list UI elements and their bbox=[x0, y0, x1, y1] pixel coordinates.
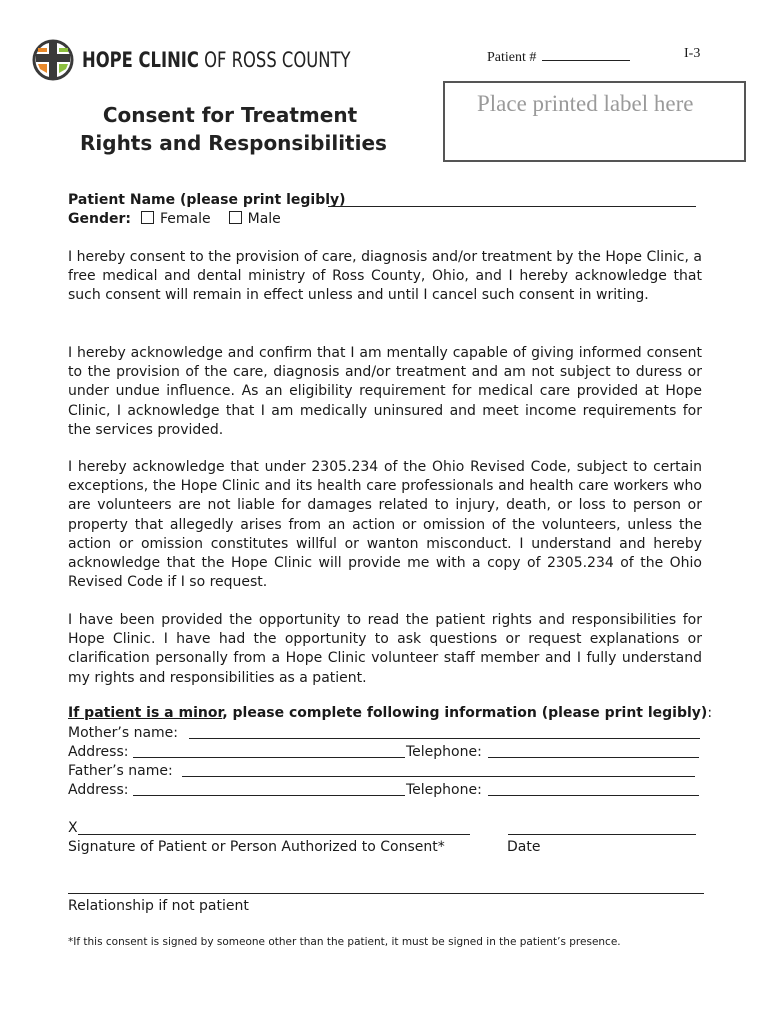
mother-telephone-label: Telephone: bbox=[406, 744, 482, 760]
mother-name-field[interactable] bbox=[189, 738, 700, 739]
signature-x-mark: X bbox=[68, 820, 78, 836]
gender-label: Gender: bbox=[68, 211, 131, 227]
patient-name-label: Patient Name (please print legibly) bbox=[68, 192, 346, 208]
date-field[interactable] bbox=[508, 834, 696, 835]
minor-section-heading: If patient is a minor, please complete following information (please print legibly): bbox=[68, 705, 713, 721]
father-telephone-label: Telephone: bbox=[406, 782, 482, 798]
female-checkbox[interactable] bbox=[141, 211, 154, 224]
mother-name-label: Mother’s name: bbox=[68, 725, 178, 741]
father-address-field[interactable] bbox=[133, 795, 405, 796]
clinic-brand-name: HOPE CLINIC OF ROSS COUNTY bbox=[82, 48, 351, 72]
female-label: Female bbox=[159, 211, 211, 227]
father-name-field[interactable] bbox=[182, 776, 695, 777]
relationship-field[interactable] bbox=[68, 893, 704, 894]
page-title: Consent for Treatment bbox=[102, 103, 358, 127]
signature-field[interactable] bbox=[78, 834, 470, 835]
rights-paragraph: I have been provided the opportunity to read the patient rights and responsibilities for Hope Clinic. I have had the opportunity to ask questions or request explanations or clarification personally from a Hope Clinic volunteer staff member and I fully understand my rights and responsibilities as a patient. bbox=[68, 612, 702, 686]
form-id: I-3 bbox=[684, 46, 701, 61]
mother-address-label: Address: bbox=[68, 744, 129, 760]
page-subtitle: Rights and Responsibilities bbox=[80, 131, 387, 155]
patient-number-field[interactable]: Patient # bbox=[487, 46, 630, 66]
patient-name-field[interactable] bbox=[328, 206, 696, 207]
mother-telephone-field[interactable] bbox=[488, 757, 699, 758]
father-name-label: Father’s name: bbox=[68, 763, 173, 779]
label-placeholder: Place printed label here bbox=[477, 91, 694, 116]
printed-label-box bbox=[443, 81, 746, 162]
father-telephone-field[interactable] bbox=[488, 795, 699, 796]
capacity-paragraph: I hereby acknowledge and confirm that I am mentally capable of giving informed consent to the provision of the care, diagnosis and/or treatment and am not subject to duress or under undue influence. As an eligibility requirement for medical care provided at Hope Clinic, I acknowledge that I am medically uninsured and meet income requirements for the services provided. bbox=[68, 345, 702, 438]
signature-label: Signature of Patient or Person Authorized to Consent* bbox=[68, 839, 445, 855]
liability-paragraph: I hereby acknowledge that under 2305.234 of the Ohio Revised Code, subject to certain exceptions, the Hope Clinic and its health care professionals and health care workers who are volunteers are not liable for damages related to injury, death, or loss to person or property that allegedly arises from an action or omission of the volunteers, unless the action or omission constitutes willful or wanton misconduct. I understand and hereby acknowledge that the Hope Clinic will provide me with a copy of 2305.234 of the Ohio Revised Code if I so request. bbox=[68, 459, 702, 591]
footnote: *If this consent is signed by someone other than the patient, it must be signed in the patient’s presence. bbox=[68, 936, 621, 948]
hope-clinic-logo-icon bbox=[32, 38, 74, 82]
male-label: Male bbox=[247, 211, 281, 227]
father-address-label: Address: bbox=[68, 782, 129, 798]
mother-address-field[interactable] bbox=[133, 757, 405, 758]
date-label: Date bbox=[507, 839, 541, 855]
consent-paragraph: I hereby consent to the provision of care, diagnosis and/or treatment by the Hope Clinic, a free medical and dental ministry of Ross County, Ohio, and I hereby acknowledge that such consent will remain in effect unless and until I cancel such consent in writing. bbox=[68, 249, 702, 304]
male-checkbox[interactable] bbox=[229, 211, 242, 224]
relationship-label: Relationship if not patient bbox=[68, 898, 249, 914]
gender-row bbox=[68, 211, 281, 227]
